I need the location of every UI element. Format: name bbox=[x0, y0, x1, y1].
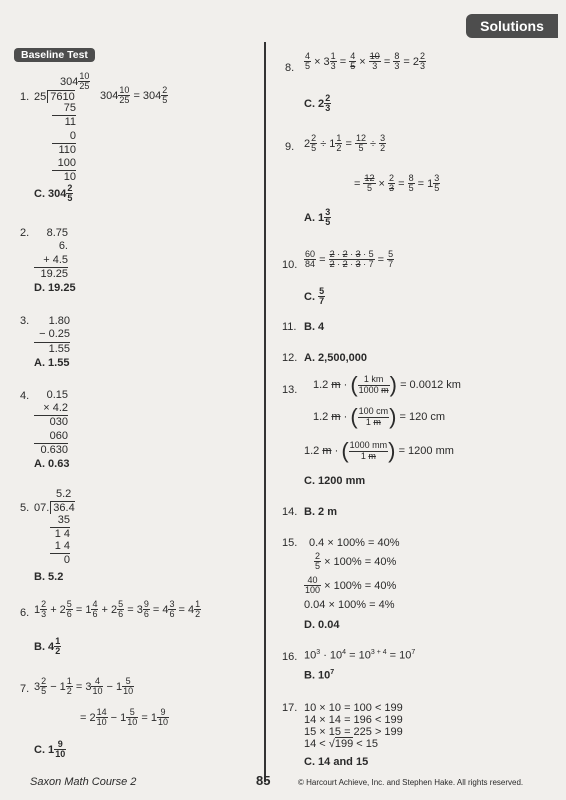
problem-14-number: 14. bbox=[282, 506, 298, 518]
problem-1-number: 1. bbox=[20, 91, 30, 103]
problem-10-answer: C. $\frac{5}{7}$ bbox=[304, 286, 325, 307]
problem-10-number: 10. bbox=[282, 259, 298, 271]
problem-11-answer: B. 4 bbox=[304, 321, 325, 333]
problem-13-line-3: 1.2 m · ( $\frac{1000 mm}{1 m}$ ) = 1200 mm bbox=[304, 438, 454, 463]
problem-13-line-2: 1.2 m · ( $\frac{100 cm}{1 m}$ ) = 120 cm bbox=[313, 404, 446, 429]
problem-15-number: 15. bbox=[282, 537, 298, 549]
problem-6-number: 6. bbox=[20, 607, 30, 619]
problem-1-quotient: 304 $\frac{10}{25}$ bbox=[60, 71, 90, 92]
footer-book-title: Saxon Math Course 2 bbox=[30, 776, 137, 788]
problem-16-equation: $10^3 \cdot 10^4 = 10^{3 + 4} = 10^7$ bbox=[304, 649, 416, 662]
problem-1-steps: 75 11 0 110 100 10 bbox=[52, 102, 76, 185]
problem-4-answer: A. 0.63 bbox=[34, 458, 70, 470]
problem-1-answer: C. 304 $\frac{2}{5}$ bbox=[34, 183, 73, 204]
problem-15-line-2: $\frac{2}{5}$ × 100% = 40% bbox=[315, 551, 397, 572]
problem-4-number: 4. bbox=[20, 390, 30, 402]
problem-5-quotient: 5.2 bbox=[56, 488, 72, 500]
problem-13-number: 13. bbox=[282, 384, 298, 396]
problem-15-line-3: $\frac{40}{100}$ × 100% = 40% bbox=[305, 575, 397, 596]
problem-8-equation: $\frac{4}{5}$ × 3 $\frac{1}{3}$ = $\frac{4}{5}$ × $\frac{10}{3}$ = $\frac{8}{3}$ = 2 $\frac{2}{3}$ bbox=[305, 51, 426, 72]
problem-11-number: 11. bbox=[282, 321, 297, 333]
problem-3-work: 1.80 − 0.25 1.55 bbox=[34, 315, 70, 356]
problem-2-number: 2. bbox=[20, 227, 30, 239]
column-divider bbox=[264, 42, 266, 782]
problem-15-line-4: 0.04 × 100% = 4% bbox=[304, 599, 395, 611]
section-badge: Baseline Test bbox=[14, 48, 95, 62]
problem-4-work: 0.15 × 4.2 030 060 0.630 bbox=[34, 389, 68, 457]
problem-17-answer: C. 14 and 15 bbox=[304, 756, 369, 768]
problem-8-number: 8. bbox=[285, 62, 295, 74]
problem-5-steps: 35 1 4 1 4 0 bbox=[50, 514, 70, 566]
problem-9-number: 9. bbox=[285, 141, 295, 153]
problem-1-equation: 304 $\frac{10}{25}$ = 304 $\frac{2}{5}$ bbox=[100, 85, 168, 106]
problem-10-equation: $\frac{60}{84}$ = $\frac{2 \cdot 2 \cdot 3 \cdot 5}{2 \cdot 2 \cdot 3 \cdot 7}$ = $\frac{5}{7}$ bbox=[305, 249, 394, 270]
problem-7-number: 7. bbox=[20, 683, 30, 695]
problem-2-work: 8.75 6. + 4.5 19.25 bbox=[34, 227, 68, 282]
problem-17-number: 17. bbox=[282, 702, 298, 714]
problem-6-equation: 1 $\frac{2}{3}$ + 2 $\frac{5}{6}$ = 1 $\frac{4}{6}$ + 2 $\frac{5}{6}$ = 3 $\frac{9}{6}$ = 4 $\frac{3}{6}$ = 4 $\frac{1}{2}$ bbox=[34, 599, 201, 620]
problem-17-work: 10 × 10 = 100 < 199 14 × 14 = 196 < 199 15 × 15 = 225 > 199 14 < √199 < 15 bbox=[304, 702, 403, 750]
problem-13-answer: C. 1200 mm bbox=[304, 475, 366, 487]
problem-16-answer: B. $10^7$ bbox=[304, 669, 335, 682]
problem-13-line-1: 1.2 m · ( $\frac{1 km}{1000 m}$ ) = 0.0012 km bbox=[313, 372, 461, 397]
problem-12-answer: A. 2,500,000 bbox=[304, 352, 367, 364]
problem-7-answer: C. 1 $\frac{9}{10}$ bbox=[34, 739, 66, 760]
problem-12-number: 12. bbox=[282, 352, 298, 364]
problem-16-number: 16. bbox=[282, 651, 298, 663]
problem-15-line-1: 0.4 × 100% = 40% bbox=[309, 537, 400, 549]
problem-2-answer: D. 19.25 bbox=[34, 282, 76, 294]
problem-8-answer: C. 2 $\frac{2}{3}$ bbox=[304, 93, 331, 114]
problem-5-division: 07. 36.4 bbox=[34, 502, 75, 514]
problem-1-division: 25 7610 bbox=[34, 91, 75, 103]
problem-3-answer: A. 1.55 bbox=[34, 357, 70, 369]
solutions-tab: Solutions bbox=[466, 14, 558, 38]
problem-7-line-1: 3 $\frac{2}{5}$ − 1 $\frac{1}{2}$ = 3 $\frac{4}{10}$ − 1 $\frac{5}{10}$ bbox=[34, 676, 134, 697]
problem-7-line-2: = 2 $\frac{14}{10}$ − 1 $\frac{5}{10}$ = 1 $\frac{9}{10}$ bbox=[80, 707, 168, 728]
problem-5-answer: B. 5.2 bbox=[34, 571, 64, 583]
problem-3-number: 3. bbox=[20, 315, 30, 327]
problem-9-line-1: 2 $\frac{2}{5}$ ÷ 1 $\frac{1}{2}$ = $\frac{12}{5}$ ÷ $\frac{3}{2}$ bbox=[304, 133, 386, 154]
problem-6-answer: B. 4 $\frac{1}{2}$ bbox=[34, 636, 61, 657]
problem-9-line-2: = $\frac{12}{5}$ × $\frac{2}{3}$ = $\frac{8}{5}$ = 1 $\frac{3}{5}$ bbox=[354, 173, 440, 194]
problem-9-answer: A. 1 $\frac{3}{5}$ bbox=[304, 207, 331, 228]
problem-5-number: 5. bbox=[20, 502, 30, 514]
page-number: 85 bbox=[256, 773, 271, 788]
footer-copyright: © Harcourt Achieve, Inc. and Stephen Hake. All rights reserved. bbox=[298, 778, 524, 787]
problem-15-answer: D. 0.04 bbox=[304, 619, 340, 631]
problem-14-answer: B. 2 m bbox=[304, 506, 338, 518]
